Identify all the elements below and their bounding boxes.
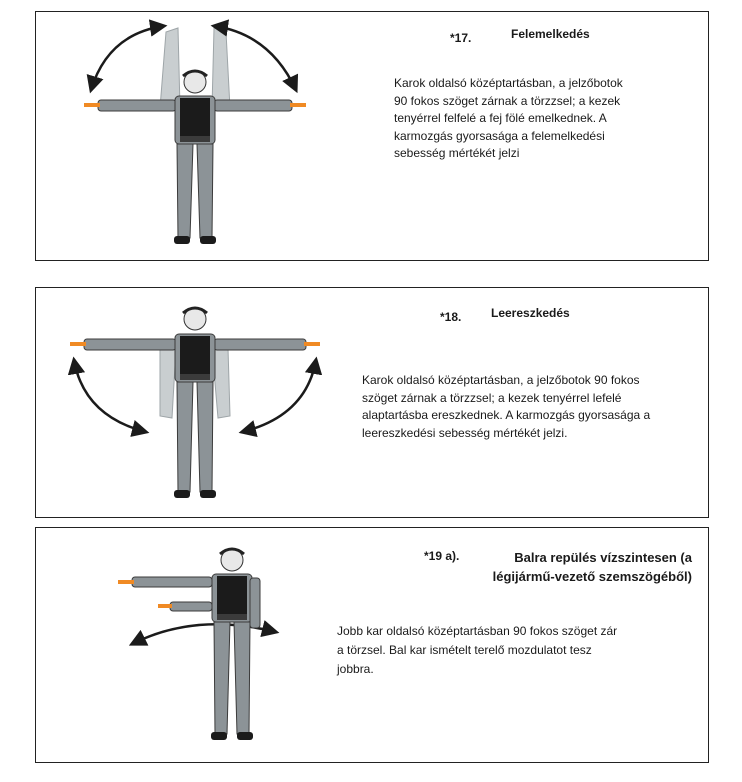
- left-leg: [177, 144, 193, 238]
- right-arm: [214, 100, 292, 111]
- signal-title: Leereszkedés: [491, 306, 570, 320]
- signal-description: Jobb kar oldalsó középtartásban 90 fokos szöget zár a törzsel. Bal kar ismételt terelő mozdulatot tesz jobbra.: [337, 624, 618, 676]
- signal-number: *18.: [440, 310, 462, 324]
- signal-number: *17.: [450, 31, 472, 45]
- right-shoe: [200, 490, 216, 498]
- signal-card-17: [35, 11, 709, 261]
- signal-title: Felemelkedés: [511, 27, 590, 41]
- belt: [217, 614, 247, 620]
- right-arc-arrow: [242, 360, 316, 432]
- signal-card-18: [35, 287, 709, 518]
- left-arc-arrow: [91, 26, 164, 90]
- left-leg: [177, 382, 193, 492]
- signal-description: Karok oldalsó középtartásban, a jelzőbotok 90 fokos szöget zárnak a törzzsel; a kezek tenyérrel felfelé a fej fölé emelkednek. A karmozgás gyorsasága a felemelkedési sebesség mértékét jelzi: [394, 76, 623, 160]
- right-leg: [234, 622, 250, 734]
- left-shoe: [174, 490, 190, 498]
- left-arm: [84, 339, 176, 350]
- left-shoe: [211, 732, 227, 740]
- belt: [180, 374, 210, 380]
- signal-number: *19 a).: [424, 549, 460, 563]
- left-arm: [98, 100, 176, 111]
- right-leg: [197, 144, 213, 238]
- horizontal-arm: [132, 577, 212, 587]
- belt: [180, 136, 210, 142]
- right-shoe: [237, 732, 253, 740]
- left-leg: [214, 622, 230, 734]
- vest: [217, 576, 247, 616]
- sweeping-arm: [170, 602, 212, 611]
- right-leg: [197, 382, 213, 492]
- right-arm: [214, 339, 306, 350]
- right-shoe: [200, 236, 216, 244]
- vest: [180, 98, 210, 138]
- vest: [180, 336, 210, 376]
- left-arc-arrow: [74, 360, 146, 432]
- signal-description: Karok oldalsó középtartásban, a jelzőbotok 90 fokos szöget zárnak a törzzsel; a kezek tenyérrel lefelé alaptartásba ereszkednek. A karmozgás gyorsasága a leereszkedési sebesség mértékét jelzi.: [362, 373, 651, 440]
- left-shoe: [174, 236, 190, 244]
- signal-card-19a: [35, 527, 709, 763]
- hanging-arm: [250, 578, 260, 628]
- signal-title: Balra repülés vízszintesen (a légijármű-vezető szemszögéből): [492, 550, 692, 584]
